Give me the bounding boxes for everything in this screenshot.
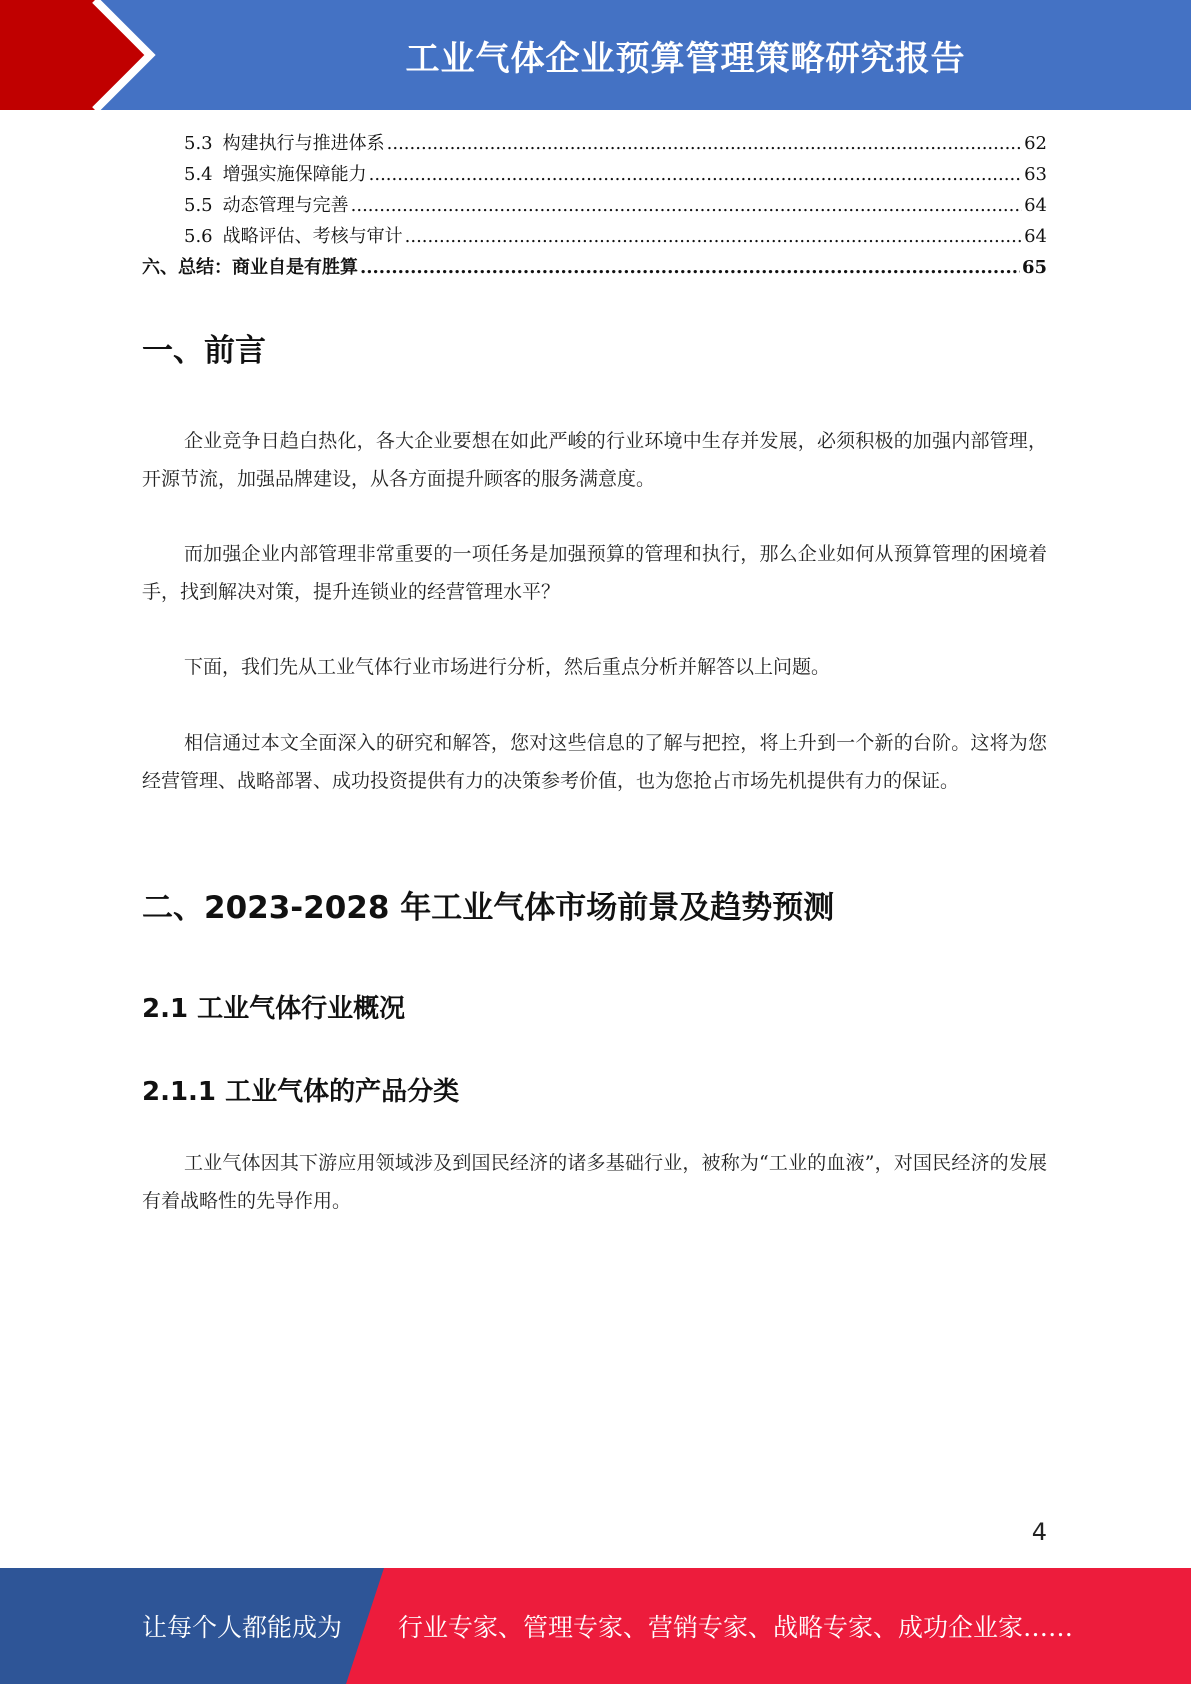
section-heading-preface: 一、前言: [142, 333, 266, 369]
body-paragraph: 工业气体因其下游应用领域涉及到国民经济的诸多基础行业，被称为“工业的血液”，对国民经济的发展有着战略性的先导作用。: [142, 1152, 1047, 1212]
body-paragraph: 下面，我们先从工业气体行业市场进行分析，然后重点分析并解答以上问题。: [184, 656, 831, 678]
body-paragraph: 企业竞争日趋白热化，各大企业要想在如此严峻的行业环境中生存并发展，必须积极的加强内部管理，开源节流，加强品牌建设，从各方面提升顾客的服务满意度。: [142, 430, 1047, 490]
toc-entry-number: 5.3: [184, 133, 213, 154]
toc-entry-label: 战略评估、考核与审计: [222, 226, 403, 247]
page-footer: [0, 1568, 1191, 1684]
toc-leader-dots: [405, 221, 1022, 252]
toc-entry-label: 构建执行与推进体系: [222, 133, 385, 154]
toc-leader-dots: [369, 159, 1022, 190]
toc-leader-dots: [387, 128, 1022, 159]
body-paragraph: 相信通过本文全面深入的研究和解答，您对这些信息的了解与把控，将上升到一个新的台阶。这将为您经营管理、战略部署、成功投资提供有力的决策参考价值，也为您抢占市场先机提供有力的保证。: [142, 732, 1047, 792]
toc-entry-page: 63: [1024, 164, 1047, 185]
toc-entry[interactable]: [142, 221, 1047, 252]
subsection-heading-product-classification: 2.1.1 工业气体的产品分类: [142, 1077, 460, 1107]
page-number: 4: [1031, 1518, 1047, 1546]
toc-entry-number: 5.4: [184, 164, 213, 185]
toc-entry-label: 增强实施保障能力: [222, 164, 367, 185]
subsection-heading-overview: 2.1 工业气体行业概况: [142, 994, 406, 1024]
toc-entry[interactable]: [142, 128, 1047, 159]
toc-entry[interactable]: [142, 190, 1047, 221]
footer-slogan-roles: 行业专家、管理专家、营销专家、战略专家、成功企业家……: [398, 1613, 1074, 1642]
toc-leader-dots: [360, 252, 1020, 283]
table-of-contents: [142, 128, 1047, 283]
section-heading-market-outlook: 二、2023-2028 年工业气体市场前景及趋势预测: [142, 890, 835, 926]
toc-entry-page: 65: [1021, 257, 1047, 278]
toc-entry-label: 动态管理与完善: [222, 195, 349, 216]
toc-entry-number: 5.5: [184, 195, 213, 216]
page-header: [0, 0, 1191, 110]
toc-leader-dots: [351, 190, 1022, 221]
report-title: 工业气体企业预算管理策略研究报告: [405, 38, 966, 79]
footer-slogan-lead: 让每个人都能成为: [142, 1613, 343, 1642]
toc-entry[interactable]: [142, 252, 1047, 283]
toc-entry-label: 六、总结：商业自是有胜算: [142, 257, 358, 278]
body-paragraph: 而加强企业内部管理非常重要的一项任务是加强预算的管理和执行，那么企业如何从预算管理的困境着手，找到解决对策，提升连锁业的经营管理水平？: [142, 543, 1047, 603]
toc-entry-page: 64: [1024, 195, 1047, 216]
toc-entry-number: 5.6: [184, 226, 213, 247]
toc-entry-page: 64: [1024, 226, 1047, 247]
toc-entry[interactable]: [142, 159, 1047, 190]
toc-entry-page: 62: [1024, 133, 1047, 154]
